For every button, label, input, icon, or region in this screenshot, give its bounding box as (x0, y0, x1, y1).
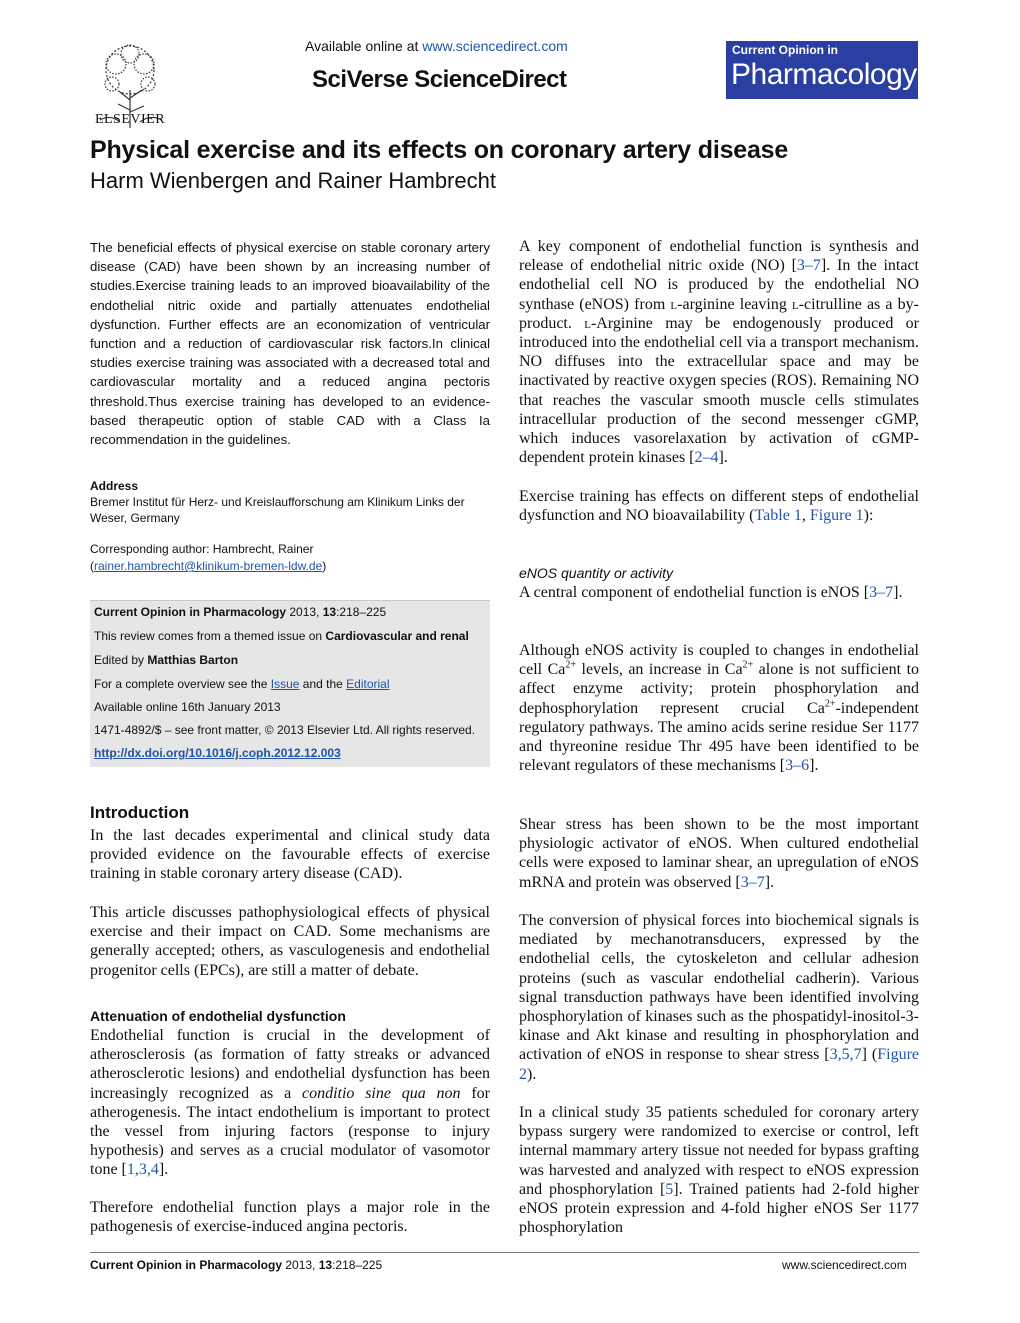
ref-link[interactable]: 1,3,4 (126, 1161, 159, 1179)
footer-url: www.sciencedirect.com (782, 1258, 907, 1272)
attenuation-heading: Attenuation of endothelial dysfunction (90, 1008, 346, 1024)
table-1-link[interactable]: Table 1 (754, 507, 802, 525)
info-citation: Current Opinion in Pharmacology 2013, 13:218–225 (94, 605, 387, 619)
doi-link[interactable]: http://dx.doi.org/10.1016/j.coph.2012.12.003 (94, 746, 341, 760)
footer-divider (90, 1252, 919, 1253)
right-paragraph-5: Shear stress has been shown to be the most important physiologic activator of eNOS. When cultured endothelial cells were exposed to laminar shear, an upregulation of eNOS mRNA and protein was observed [3–7]. (519, 816, 919, 891)
intro-paragraph-1: In the last decades experimental and clinical study data provided evidence on the favourable effects of exercise training in stable coronary artery disease (CAD). (90, 827, 490, 883)
attenuation-paragraph-1: Endothelial function is crucial in the development of atherosclerosis (as formation of fatty streaks or advanced atherosclerotic lesions) and endothelial dysfunction has been increasingly recognized as a conditio sine qua non for atherogenesis. The intact endothelium is important to protect the vessel from injuring factors (response to injury hypothesis) and serves as a crucial modulator of vasomotor tone [1,3,4]. (90, 1027, 490, 1179)
attenuation-paragraph-2: Therefore endothelial function plays a major role in the pathogenesis of exercise-induced angina pectoris. (90, 1199, 490, 1236)
article-info-box (90, 600, 490, 767)
ref-link[interactable]: 3–7 (796, 257, 821, 275)
introduction-heading: Introduction (90, 803, 190, 822)
ref-link[interactable]: 3–7 (869, 584, 894, 601)
info-overview: For a complete overview see the Issue and the Editorial (94, 677, 390, 691)
figure-1-link[interactable]: Figure 1 (809, 507, 864, 525)
article-title: Physical exercise and its effects on coronary artery disease (90, 136, 789, 164)
journal-banner-small: Current Opinion in (732, 43, 838, 57)
intro-paragraph-2: This article discusses pathophysiological effects of physical exercise and their impact on CAD. Some mechanisms are generally accepted; others, as vasculogenesis and endothelial progenitor cells (EPCs), are still a matter of debate. (90, 904, 490, 979)
journal-banner (726, 41, 918, 99)
right-paragraph-6: The conversion of physical forces into biochemical signals is mediated by mechanotransducers, expressed by the endothelial cells, the cytoskeleton and cellular adhesion proteins (such as vascular endothelial cadherin). Various signal transduction pathways have been identified involving phosphorylation of kinases such as the phospatidyl-inositol-3-kinase and Akt kinase and resulting in phosphorylation and activation of eNOS in response to shear stress [3,5,7] (Figure 2). (519, 912, 919, 1083)
platform-name: SciVerse ScienceDirect (312, 66, 567, 93)
info-themed-issue: This review comes from a themed issue on Cardiovascular and renal (94, 629, 469, 643)
enos-heading: eNOS quantity or activity (519, 565, 674, 581)
right-paragraph-7: In a clinical study 35 patients scheduled for coronary artery bypass surgery were randomized to exercise or control, left internal mammary artery tissue not needed for bypass grafting was harvested and analyzed with respect to eNOS expression and phosphorylation [5]. Trained patients had 2-fold higher eNOS protein expression and 4-fold higher eNOS Ser 1177 phosphorylation (519, 1104, 919, 1237)
editorial-link[interactable]: Editorial (346, 677, 390, 691)
ref-link[interactable]: 2–4 (694, 449, 719, 467)
right-paragraph-1: A key component of endothelial function is synthesis and release of endothelial nitric oxide (NO) [3–7]. In the intact endothelial cell NO is produced by the endothelial NO synthase (eNOS) from l-arginine leaving l-citrulline as a by-product. l-Arginine may be endogenously produced or introduced into the endothelial cell via a transport mechanism. NO diffuses into the extracellular space and may be inactivated by reactive oxygen species (ROS). Remaining NO that reaches the vascular smooth muscle cells stimulates intracellular production of the second messenger cGMP, which induces vasorelaxation by activation of cGMP-dependent protein kinases [2–4]. (519, 238, 920, 467)
right-paragraph-3: A central component of endothelial function is eNOS [3–7]. (519, 584, 903, 601)
right-paragraph-2: Exercise training has effects on different steps of endothelial dysfunction and NO bioavailability (Table 1, Figure 1): (519, 488, 919, 525)
ref-link[interactable]: 3,5,7 (829, 1046, 862, 1064)
address-heading: Address (90, 479, 139, 493)
sciencedirect-link[interactable]: www.sciencedirect.com (422, 38, 568, 54)
corresponding-label: Corresponding author: Hambrecht, Rainer (90, 542, 314, 556)
info-rights: 1471-4892/$ – see front matter, © 2013 Elsevier Ltd. All rights reserved. (94, 723, 476, 737)
info-available: Available online 16th January 2013 (94, 700, 281, 714)
available-online: Available online at www.sciencedirect.com (305, 38, 568, 54)
right-paragraph-4: Although eNOS activity is coupled to changes in endothelial cell $Ca^{2+}$ levels, an increase in $Ca^{2+}$ alone is not sufficient to affect enzyme activity; protein phosphorylation and dephosphorylation represent crucial $Ca^{2+}$-independent regulatory pathways. The amino acids serine residue Ser 1177 and thyreonine residue Thr 495 have been identified to be relevant regulators of these mechanisms [3–6]. (519, 642, 920, 775)
ref-link[interactable]: 3–6 (785, 757, 810, 775)
figure-2-link[interactable]: Figure 2 (519, 1046, 919, 1083)
ref-link[interactable]: 5 (665, 1180, 674, 1198)
corresponding-author: Corresponding author: Hambrecht, Rainer (rainer.hambrecht@klinikum-bremen-ldw.de) (90, 541, 490, 575)
address-text: Bremer Institut für Herz- und Kreislaufforschung am Klinikum Links der Weser, Germany (90, 495, 465, 525)
info-doi (94, 746, 341, 760)
journal-banner-big: Pharmacology (731, 58, 917, 91)
ref-link[interactable]: 3–7 (740, 873, 765, 891)
abstract: The beneficial effects of physical exercise on stable coronary artery disease (CAD) have been shown by an increasing number of studies.Exercise training leads to an improved bioavailability of the endothelial nitric oxide and partially attenuates endothelial dysfunction. Further effects are an economization of ventricular function and a reduction of cardiovascular risk factors.In clinical studies exercise training was associated with a decreased total and cardiovascular mortality and a reduced angina pectoris threshold.Thus exercise training has developed to an evidence-based therapeutic option of stable CAD with a Class Ia recommendation in the guidelines. (90, 240, 490, 448)
publisher-name: ELSEVIER (94, 112, 166, 127)
footer-citation: Current Opinion in Pharmacology 2013, 13:218–225 (90, 1258, 383, 1272)
article-authors: Harm Wienbergen and Rainer Hambrecht (90, 168, 496, 193)
author-email-link[interactable]: rainer.hambrecht@klinikum-bremen-ldw.de (94, 559, 323, 573)
issue-link[interactable]: Issue (270, 677, 300, 691)
info-editor: Edited by Matthias Barton (94, 653, 239, 667)
